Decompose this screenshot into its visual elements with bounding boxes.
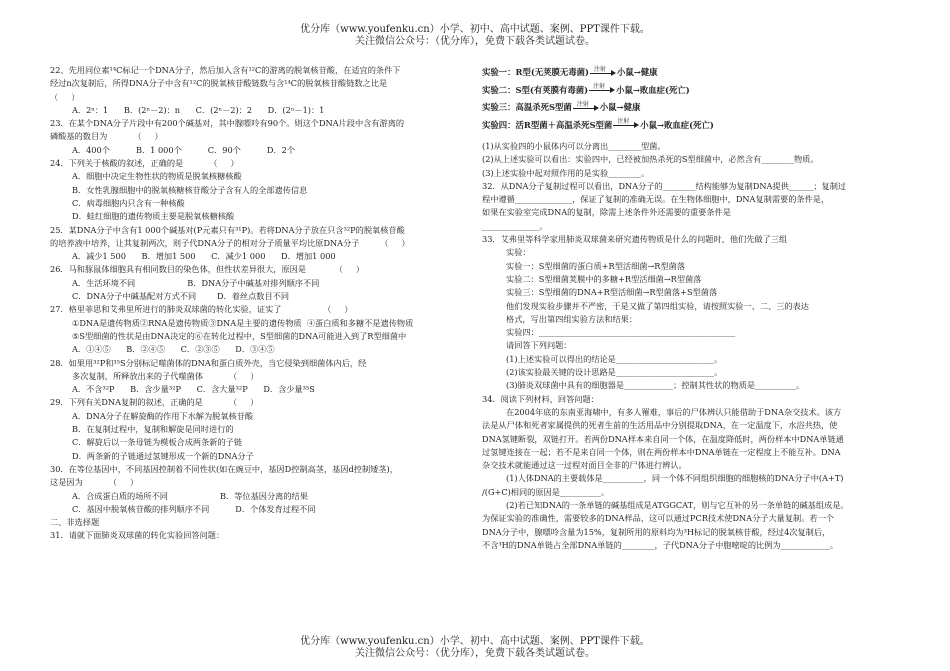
- experiment-line: [482, 64, 922, 82]
- experiment-block: [482, 64, 922, 140]
- text-line: 过氢键连接在一起；若不是来自同一个体，则在两份样本中DNA单链在一定程度上不能互补。DNA: [482, 446, 841, 457]
- text-line: ⑤S型细菌的性状是由DNA决定的⑥在转化过程中，S型细菌的DNA可能进入到了R型细菌中: [72, 330, 407, 341]
- header-line-2: 关注微信公众号：（优分库），免费下载各类试题试卷。: [355, 36, 595, 47]
- text-line: 28．如果用³²P和³⁵S分别标记噬菌体的DNA和蛋白质外壳，当它侵染到细菌体内后，经: [50, 357, 367, 368]
- experiment-line: [482, 117, 922, 135]
- text-line: A．400个 B．1 000个 C．90个 D．2个: [72, 144, 296, 155]
- text-line: 22、先用同位素¹⁴C标记一个DNA分子，然后加入含有¹²C的游离的脱氧核苷酸，在适宜的条件下: [50, 65, 401, 75]
- text-line: ______________。: [482, 220, 548, 231]
- arrow-icon: [613, 118, 639, 129]
- text-line: 为保证实验的准确性，需要较多的DNA样品，这可以通过PCR技术使DNA分子大量复制。若一个: [482, 513, 834, 524]
- experiment-result: 小鼠→健康: [599, 102, 641, 112]
- arrow-icon: [590, 65, 616, 77]
- experiment-setup: 实验二：S型(有荚膜有毒菌): [482, 84, 589, 95]
- text-line: 29．下列有关DNA复制的叙述，正确的是 （ ）: [50, 397, 259, 408]
- text-line: 34．阅读下列材料，回答问题：: [482, 393, 599, 404]
- text-line: (3)肺炎双球菌中具有的细胞器是____________；控制其性状的物质是__________。: [506, 380, 805, 391]
- text-line: 23．在某个DNA分子片段中有200个碱基对，其中腺嘌呤有90个。则这个DNA片段中含有游离的: [50, 118, 405, 129]
- text-line: 32．从DNA分子复制过程可以看出，DNA分子的________结构能够为复制DNA提供______；复制过: [482, 180, 847, 191]
- text-line: (2)该实验最关键的设计思路是________________________。: [506, 367, 723, 378]
- text-line: A．2ⁿ：1 B．(2ⁿ－2)：n C．(2ⁿ－2)：2 D．(2ⁿ－1)：1: [72, 104, 325, 115]
- text-line: 如果在实验室完成DNA的复制，除需上述条件外还需要的重要条件是: [482, 207, 731, 218]
- text-line: 他们发现实验步骤并不严密，于是又做了第四组实验，请按照实验一、二、三的表达: [506, 300, 809, 311]
- text-line: D．蛙红细胞的遗传物质主要是脱氧核糖核酸: [72, 211, 235, 222]
- experiment-setup: 实验三：高温杀死S型菌: [482, 102, 572, 112]
- text-line: 请回答下列问题：: [506, 340, 572, 351]
- text-line: A．减少1 500 B．增加1 500 C．减少1 000 D．增加1 000: [72, 251, 336, 262]
- text-line: DNA分子中，腺嘌呤含量为15%，复制所用的原料均为³H标记的脱氧核苷酸，经过4次复制后，: [482, 526, 831, 537]
- arrow-label: 注射: [576, 100, 589, 108]
- text-line: 磷酸基的数目为 （ ）: [50, 131, 163, 142]
- footer-line-1: 优分库（www.youfenku.cn）小学、初中、高中试题、案例、PPT课件下载。: [300, 636, 650, 647]
- header-line-1: 优分库（www.youfenku.cn）小学、初中、高中试题、案例、PPT课件下载。: [300, 24, 650, 35]
- text-line: B．女性乳腺细胞中的脱氧核糖核苷酸分子含有人的全部遗传信息: [72, 184, 308, 195]
- text-line: (2)从上述实验可以看出：实验四中，已经被加热杀死的S型细菌中，必然含有________物质。: [482, 154, 819, 165]
- text-line: C．解旋后以一条母链为模板合成两条新的子链: [72, 437, 243, 448]
- text-line: 实验三：S型细菌的DNA+R型活细菌→R型菌落+S型菌落: [506, 287, 718, 298]
- text-line: 26．马和豚鼠体细胞具有相同数目的染色体，但性状差异很大，原因是 （ ）: [50, 264, 365, 275]
- text-line: 格式，写出第四组实验方法和结果：: [506, 313, 638, 324]
- text-line: 二、非选择题: [50, 517, 100, 528]
- arrow-icon: [589, 83, 615, 94]
- text-line: (1)从实验四的小鼠体内可以分离出________型菌。: [482, 141, 666, 151]
- text-line: D．两条新的子链通过氢键形成一个新的DNA分子: [72, 450, 254, 461]
- text-line: A．不含³²P B．含少量³²P C．含大量³²P D．含少量³⁵S: [72, 384, 315, 395]
- right-column: [482, 64, 922, 552]
- experiment-result: 小鼠→败血症(死亡): [616, 84, 690, 95]
- text-line: C．基因中脱氧核苷酸的排列顺序不同 D．个体发育过程不同: [72, 503, 316, 514]
- experiment-result: 小鼠→败血症(死亡): [640, 119, 714, 130]
- text-line: 31．请就下面肺炎双球菌的转化实验回答问题：: [50, 530, 225, 541]
- experiment-setup: 实验四：活R型菌＋高温杀死S型菌: [482, 119, 613, 130]
- text-line: 这是因为 （ ）: [50, 477, 139, 488]
- text-line: （ ）: [50, 91, 80, 102]
- arrow-label: 注射: [593, 83, 606, 90]
- experiment-result: 小鼠→健康: [617, 67, 658, 77]
- text-line: B．在复制过程中，复制和解旋是同时进行的: [72, 424, 234, 435]
- text-line: A．①④⑤ B．②④⑤ C．②③⑤ D．③④⑤: [72, 344, 275, 355]
- page-header: [0, 24, 950, 48]
- arrow-label: 注射: [617, 118, 630, 125]
- text-line: C．病毒细胞内只含有一种核酸: [72, 197, 185, 208]
- experiment-line: [482, 99, 922, 117]
- left-column: [50, 64, 470, 543]
- text-line: C．DNA分子中碱基配对方式不同 D．着丝点数目不同: [72, 291, 290, 302]
- text-line: (1)上述实验可以得出的结论是________________________。: [506, 353, 723, 364]
- footer-line-2: 关注微信公众号：（优分库），免费下载各类试题试卷。: [355, 648, 595, 659]
- text-line: 27．格里菲思和艾弗里所进行的肺炎双球菌的转化实验，证实了 （ ）: [50, 304, 353, 315]
- page-footer: [0, 636, 950, 660]
- experiment-setup: 实验一：R型(无荚膜无毒菌): [482, 67, 590, 77]
- text-line: (2)若已知DNA的一条单链的碱基组成是ATGGCAT，则与它互补的另一条单链的碱基组成是。: [506, 500, 849, 511]
- text-line: 实验：: [506, 247, 531, 258]
- text-line: (1)人体DNA的主要载体是__________，同一个体不同组织细胞的细胞核的DNA分子中(A+T): [506, 473, 844, 484]
- text-line: 法是从尸体和死者家属提供的死者生前的生活用品中分别提取DNA，在一定温度下，水浴共热，使: [482, 420, 838, 431]
- text-line: 25．某DNA分子中含有1 000个碱基对(P元素只有³¹P)。若将DNA分子放在只含³²P的脱氧核苷酸: [50, 224, 405, 235]
- text-line: A．合成蛋白质的场所不同 B．等位基因分离的结果: [72, 490, 308, 501]
- arrow-label: 注射: [594, 65, 607, 73]
- text-line: 在2004年底的东南亚海啸中，有多人罹难，事后的尸体辨认只能借助于DNA杂交技术。该方: [506, 406, 842, 417]
- experiment-line: [482, 82, 922, 100]
- text-line: /(G+C)相同的原因是__________。: [482, 486, 610, 497]
- text-line: 不含³H的DNA单链占全部DNA单链的________，子代DNA分子中胞嘧啶的比例为____________。: [482, 539, 838, 550]
- text-line: A．生活环境不同 B．DNA分子中碱基对排列顺序不同: [72, 277, 320, 288]
- text-line: DNA氢键断裂，双链打开。若两份DNA样本来自同一个体，在温度降低时，两份样本中DNA单链通: [482, 433, 844, 444]
- text-line: 程中遵循______________，保证了复制的准确无误。在生物体细胞中，DNA复制需要的条件是，: [482, 194, 830, 205]
- text-line: 杂交技术就能通过这一过程对面目全非的尸体进行辨认。: [482, 460, 687, 471]
- text-line: 经过n次复制后，所得DNA分子中含有¹²C的脱氧核苷酸链数与含¹⁴C的脱氧核苷酸链数之比是: [50, 78, 388, 89]
- text-line: 多次复制，所释放出来的子代噬菌体 （ ）: [72, 370, 259, 381]
- text-line: (3)上述实验中起对照作用的是实验________。: [482, 167, 650, 178]
- right-question-lines: [482, 140, 922, 552]
- text-line: 30．在等位基因中，不同基因控制着不同性状(如在豌豆中，基因D控制高茎，基因d控制矮茎)，: [50, 463, 398, 474]
- text-line: 实验四：________________________________________________: [506, 327, 736, 338]
- text-line: A．细胞中决定生物性状的物质是脱氧核糖核酸: [72, 171, 242, 182]
- arrow-icon: [573, 100, 599, 112]
- text-line: ①DNA是遗传物质②RNA是遗传物质③DNA是主要的遗传物质 ④蛋白质和多糖不是遗传物质: [72, 317, 414, 328]
- text-line: 实验二：S型细菌荚膜中的多糖+R型活细菌→R型菌落: [506, 273, 702, 284]
- text-line: 33．艾弗里等科学家用肺炎双球菌来研究遗传物质是什么的问题时，他们先做了三组: [482, 234, 788, 245]
- text-line: 的培养液中培养，让其复制两次，则子代DNA分子的相对分子质量平均比原DNA分子 （ ）: [50, 237, 410, 248]
- text-line: 24．下列关于核酸的叙述，正确的是 （ ）: [50, 158, 239, 169]
- text-line: 实验一：S型细菌的蛋白质+R型活细菌→R型菌落: [506, 260, 686, 271]
- text-line: A．DNA分子在解旋酶的作用下水解为脱氧核苷酸: [72, 410, 254, 421]
